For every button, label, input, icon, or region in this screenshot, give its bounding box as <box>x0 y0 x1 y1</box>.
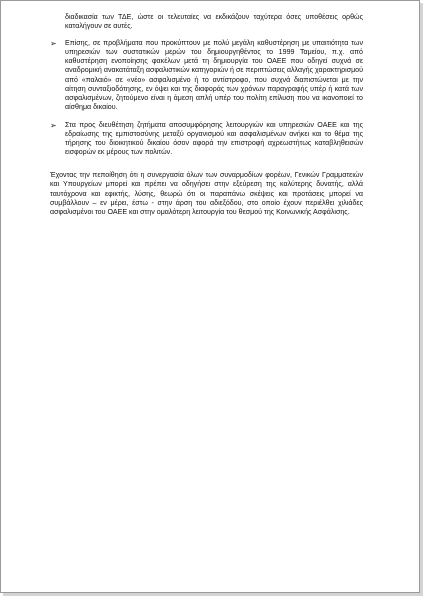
closing-paragraph: Έχοντας την πεποίθηση ότι η συνεργασία όλων των συναρμοδίων φορέων, Γενικών Γραμματειών και Υπουργείων μπορεί και πρέπει να οδηγήσει στην εξεύρεση της καλύτερης δυνατής, αλλά ταυτόχρονα και εφικτής, λύσης, θεωρώ ότι οι παραπάνω σκέψεις και προτάσεις μπορεί να συμβάλλουν – εν μέρει, έστω - στην άρση του αδιεξόδου, στο οποίο έχουν περιέλθει χιλιάδες ασφαλισμένοι του ΟΑΕΕ και στην ομαλότερη λειτουργία του θεσμού της Κοινωνικής Ασφάλισης. <box>50 171 363 216</box>
page-shadow-bottom <box>3 593 423 596</box>
page-content <box>1 13 421 217</box>
continuation-paragraph: διαδικασία των ΤΔΕ, ώστε οι τελευταίες να εκδικάζουν ταχύτερα όσες υποθέσεις ορθώς καταλήγουν σε αυτές. <box>65 13 363 31</box>
bullet-item-1 <box>50 39 363 112</box>
arrow-bullet-icon: ➢ <box>50 39 57 49</box>
bullet-item-2 <box>50 120 363 157</box>
bullet-text-1: Επίσης, σε προβλήματα που προκύπτουν με πολύ μεγάλη καθυστέρηση με υπαιτιότητα των υπηρεσιών των συστατικών μερών του δημιουργηθέντος το 1999 Ταμείου, π.χ. από καθυστέρηση ενοποίησης φακέλων μετά τη δημιουργία του ΟΑΕΕ που οδηγεί συχνά σε αναδρομική ανακατάταξη ασφαλιστικών κατηγοριών ή σε περιπτώσεις αλλαγής χαρακτηρισμού από «παλαιό» σε «νέο» ασφαλισμένο ή το αντίστροφο, που συχνά διαπιστώνεται με την αίτηση συνταξιοδότησης, εν όψει και της διαφοράς των χρόνων παραγραφής υπέρ ή κατά των ασφαλισμένων, ζητούμενο είναι η άμεση απλή υπέρ του πολίτη επίλυση που να ικανοποιεί το αίσθημα δικαίου. <box>65 39 363 111</box>
bullet-text-2: Στα προς διευθέτηση ζητήματα αποσυμφόρησης λειτουργιών και υπηρεσιών ΟΑΕΕ και της εδραίωσης της εμπιστοσύνης μεταξύ οργανισμού και ασφαλισμένων ανήκει και το θέμα της τήρησης του διοικητικού δικαίου όσον αφορά την επιστροφή αχρεωστήτως καταβληθεισών εισφορών εκ μέρους των πολιτών. <box>65 120 363 157</box>
arrow-bullet-icon: ➢ <box>50 120 57 130</box>
